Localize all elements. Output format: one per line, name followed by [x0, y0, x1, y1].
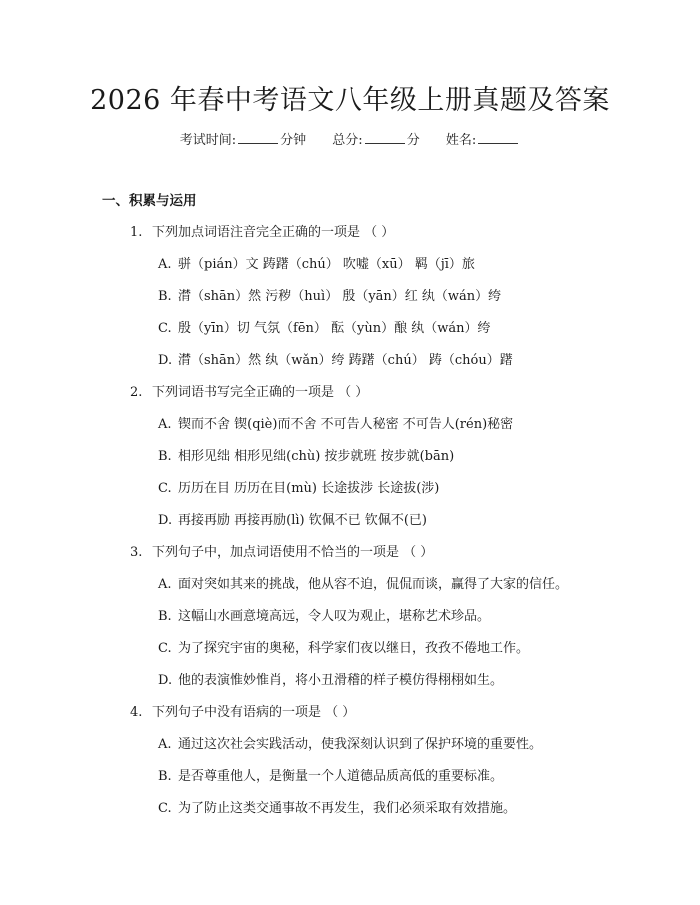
question-number: 2. [130, 385, 143, 400]
exam-time-field [180, 131, 306, 151]
option-text: 他的表演惟妙惟肖，将小丑滑稽的样子模仿得栩栩如生。 [178, 673, 504, 688]
option-text: 是否尊重他人，是衡量一个人道德品质高低的重要标准。 [178, 769, 504, 784]
option-1c [158, 319, 491, 339]
option-text: 骈（pián）文 踌躇（chú） 吹嘘（xū） 羁（jī）旅 [178, 257, 475, 272]
option-letter: C. [158, 801, 172, 816]
name-field [446, 131, 520, 151]
option-3c [158, 639, 529, 659]
time-unit: 分钟 [280, 133, 307, 148]
question-4 [130, 703, 355, 723]
option-letter: C. [158, 321, 172, 336]
option-letter: A. [158, 257, 172, 272]
question-2 [130, 383, 368, 403]
option-3d [158, 671, 503, 691]
time-blank [238, 131, 278, 144]
option-2b [158, 447, 454, 467]
question-text: 下列加点词语注音完全正确的一项是 （ ） [152, 225, 395, 240]
score-blank [365, 131, 405, 144]
option-text: 潸（shān）然 纨（wǎn）绔 踌躇（chú） 踌（chóu）躇 [178, 353, 513, 368]
option-1a [158, 255, 475, 275]
question-text: 下列句子中没有语病的一项是 （ ） [152, 705, 356, 720]
option-1b [158, 287, 501, 307]
option-2a [158, 415, 513, 435]
option-2c [158, 479, 439, 499]
name-blank [478, 131, 518, 144]
option-text: 通过这次社会实践活动，使我深刻认识到了保护环境的重要性。 [178, 737, 543, 752]
option-4a [158, 735, 542, 755]
option-letter: B. [158, 609, 172, 624]
option-letter: B. [158, 289, 172, 304]
option-text: 锲而不舍 锲(qiè)而不舍 不可告人秘密 不可告人(rén)秘密 [178, 417, 514, 432]
option-letter: C. [158, 641, 172, 656]
option-text: 历历在目 历历在目(mù) 长途拔涉 长途拔(涉) [178, 481, 440, 496]
question-text: 下列句子中，加点词语使用不恰当的一项是 （ ） [152, 545, 434, 560]
option-text: 为了防止这类交通事故不再发生，我们必须采取有效措施。 [178, 801, 517, 816]
option-4c [158, 799, 516, 819]
option-text: 为了探究宇宙的奥秘，科学家们夜以继日，孜孜不倦地工作。 [178, 641, 530, 656]
option-text: 潸（shān）然 污秽（huì） 殷（yān）红 纨（wán）绔 [178, 289, 502, 304]
question-number: 4. [130, 705, 143, 720]
option-letter: D. [158, 353, 173, 368]
page-title: 2026 年春中考语文八年级上册真题及答案 [90, 85, 610, 116]
option-text: 这幅山水画意境高远，令人叹为观止，堪称艺术珍品。 [178, 609, 491, 624]
option-text: 殷（yīn）切 气氛（fēn） 酝（yùn）酿 纨（wán）绔 [178, 321, 491, 336]
option-letter: A. [158, 417, 172, 432]
option-4b [158, 767, 503, 787]
score-unit: 分 [406, 133, 420, 148]
question-number: 1. [130, 225, 143, 240]
option-letter: A. [158, 577, 172, 592]
time-label: 考试时间: [179, 133, 237, 148]
name-label: 姓名: [445, 133, 477, 148]
option-letter: D. [158, 513, 173, 528]
option-letter: B. [158, 769, 172, 784]
option-text: 面对突如其来的挑战，他从容不迫，侃侃而谈，赢得了大家的信任。 [178, 577, 569, 592]
question-text: 下列词语书写完全正确的一项是 （ ） [152, 385, 369, 400]
option-letter: D. [158, 673, 173, 688]
option-letter: B. [158, 449, 172, 464]
option-letter: A. [158, 737, 172, 752]
question-3 [130, 543, 433, 563]
section-heading: 一、积累与运用 [102, 193, 197, 209]
option-letter: C. [158, 481, 172, 496]
score-field [332, 131, 419, 151]
score-label: 总分: [332, 133, 363, 148]
option-text: 再接再励 再接再励(lì) 钦佩不已 钦佩不(已) [178, 513, 427, 528]
question-1 [130, 223, 394, 243]
option-2d [158, 511, 427, 531]
option-3b [158, 607, 490, 627]
option-3a [158, 575, 568, 595]
option-1d [158, 351, 513, 371]
exam-meta [0, 131, 700, 151]
option-text: 相形见绌 相形见绌(chù) 按步就班 按步就(bān) [178, 449, 455, 464]
question-number: 3. [130, 545, 143, 560]
